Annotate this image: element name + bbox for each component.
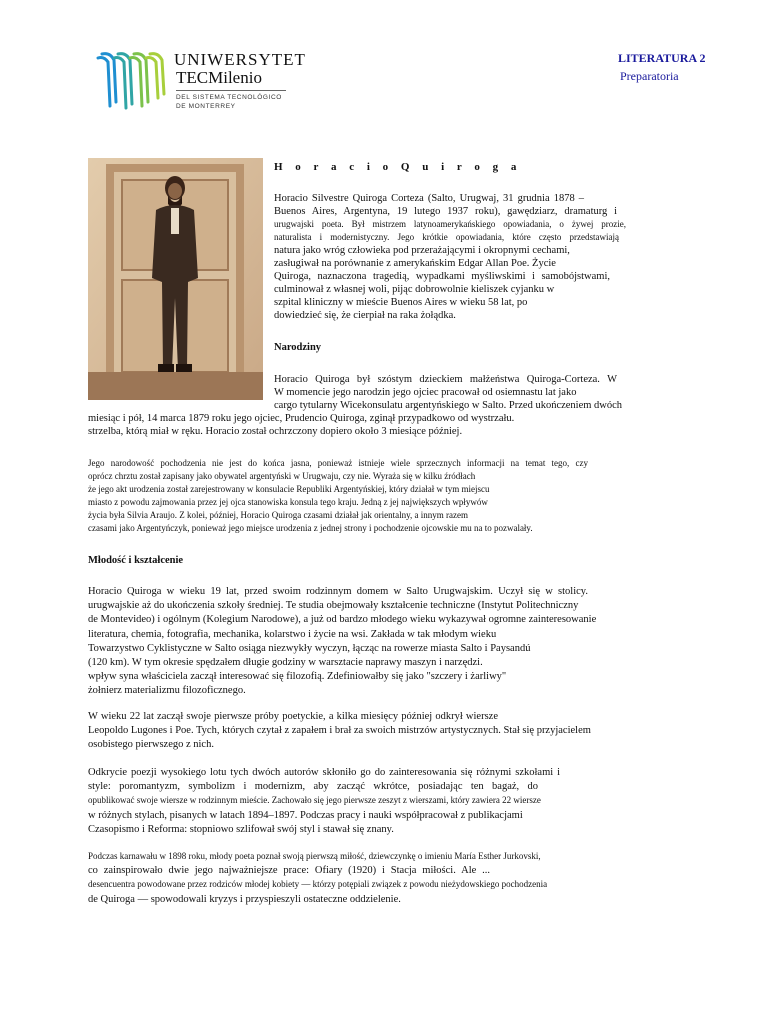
paragraph-line: miasto z powodu zajmowania przez jej ojca stanowiska konsula tego kraju. Jedną z jej największych wpływów [88, 497, 488, 507]
course-title: LITERATURA 2 [618, 51, 706, 65]
paragraph-line: oprócz chrztu został zapisany jako obywatel argentyński w Urugwaju, czy nie. Wyraża się w kilku źródłach [88, 471, 476, 481]
tecmilenio-logo-icon [92, 48, 170, 112]
paragraph-line: Czasopismo i Reforma: stopniowo szlifował swój styl i stawał się znany. [88, 824, 394, 835]
portrait-photo [88, 158, 263, 400]
paragraph-line: Horacio Quiroga w wieku 19 lat, przed swoim rodzinnym domem w Salto Urugwajskim. Uczył się w stolicy. [88, 586, 588, 597]
paragraph-line: Quiroga, naznaczona tragedią, wypadkami myśliwskimi i samobójstwami, [274, 271, 610, 282]
youth-heading: Młodość i kształcenie [88, 555, 184, 566]
paragraph-line: (120 km). W tym okresie spędzałem długie godziny w warsztacie naprawy maszyn i narzędzi. [88, 657, 483, 668]
paragraph-line: Leopoldo Lugones i Poe. Tych, których czytał z zapałem i brał za swoich mistrzów artystycznych. Stał się przyjacielem [88, 725, 591, 736]
paragraph-line: de Quiroga — spowodowali kryzys i przyspieszyli ostateczne oddzielenie. [88, 894, 401, 905]
logo-text-line2: TECMilenio [176, 68, 262, 87]
paragraph-line: dowiedzieć się, że cierpiał na raka żołądka. [274, 310, 456, 321]
paragraph-line: Odkrycie poezji wysokiego lotu tych dwóch autorów skłoniło go do zainteresowania się różnymi szkołami i [88, 767, 560, 778]
paragraph-line: strzelba, którą miał w ręku. Horacio został ochrzczony dopiero około 3 miesiące później. [88, 426, 463, 437]
logo-text-line1: UNIWERSYTET [174, 50, 306, 69]
paragraph-line: szpital kliniczny w mieście Buenos Aires w wieku 58 lat, po [274, 297, 528, 308]
paragraph-line: że jego akt urodzenia został zarejestrowany w konsulacie Republiki Argentyńskiej, który działał w tym miejscu [88, 484, 490, 494]
paragraph-line: culminował z własnej woli, pijąc dobrowolnie kieliszek cyjanku w [274, 284, 555, 295]
paragraph-line: cargo tytularny Wicekonsulatu argentyńskiego w Salto. Przed ukończeniem dwóch [274, 400, 623, 411]
paragraph-line: literatura, chemia, fotografia, mechanika, kolarstwo i życie na wsi. Zakłada w tak młodym wieku [88, 629, 497, 640]
paragraph-line: czasami jako Argentyńczyk, ponieważ jego miejsce urodzenia z jednej strony i pochodzenie ojcowskie mu na to pozwalały. [88, 523, 533, 533]
paragraph-line: desencuentra powodowane przez rodziców młodej kobiety — którzy potępiali związek z powodu nieżydowskiego pochodzenia [88, 879, 548, 889]
paragraph-line: urugwajski poeta. Był mistrzem latynoamerykańskiego opowiadania, o żywej prozie, [274, 219, 626, 229]
paragraph-line: W momencie jego narodzin jego ojciec pracował od osiemnastu lat jako [274, 387, 577, 398]
paragraph-line: naturalista i modernistyczny. Jego krótkie opowiadania, które często przedstawiają [274, 232, 619, 242]
paragraph-line: W wieku 22 lat zaczął swoje pierwsze próby poetyckie, a kilka miesięcy później odkrył wiersze [88, 711, 498, 722]
paragraph-line: miesiąc i pół, 14 marca 1879 roku jego ojciec, Prudencio Quiroga, zginął przypadkowo od wystrzału. [88, 413, 515, 424]
paragraph-line: zasługiwał na porównanie z amerykańskim Edgar Allan Poe. Życie [274, 258, 556, 269]
paragraph-line: w różnych stylach, pisanych w latach 1894–1897. Podczas pracy i nauki współpracował z publikacjami [88, 810, 523, 821]
paragraph-line: natura jako wróg człowieka pod przerażającymi i okropnymi cechami, [274, 245, 570, 256]
logo-text-line4: DE MONTERREY [176, 103, 236, 110]
paragraph-line: de Montevideo) i ogólnym (Kolegium Narodowe), a już od bardzo młodego wieku wykazywał ogromne zainteresowanie [88, 614, 597, 625]
paragraph-line: Buenos Aires, Argentyna, 19 lutego 1937 roku), gawędziarz, dramaturg i [274, 206, 617, 217]
paragraph-line: Podczas karnawału w 1898 roku, młody poeta poznał swoją pierwszą miłość, dziewczynkę o imieniu María Esther Jurkovski, [88, 851, 541, 861]
article-title: H o r a c i o Q u i r o g a [274, 161, 522, 173]
paragraph-line: Towarzystwo Cyklistyczne w Salto osiąga niezwykły wyczyn, łącząc na rowerze miasta Salto i Paysandú [88, 643, 531, 654]
paragraph-line: osobistego pierwszego z nich. [88, 739, 214, 750]
paragraph-line: co zainspirowało dwie jego najważniejsze prace: Ofiary (1920) i Stacja miłości. Ale ... [88, 865, 490, 876]
paragraph-line: Jego narodowość pochodzenia nie jest do końca jasna, ponieważ istnieje wiele sprzecznych informacji na temat tego, czy [88, 458, 588, 468]
paragraph-line: życia była Silvia Araujo. Z kolei, później, Horacio Quiroga czasami działał jak orientalny, a innym razem [88, 510, 469, 520]
university-logo [92, 44, 306, 120]
paragraph-line: żołnierz materializmu filozoficznego. [88, 685, 246, 696]
paragraph-line: urugwajskie aż do ukończenia szkoły średniej. Te studia obejmowały kształcenie techniczne (Instytut Politechniczny [88, 600, 579, 611]
logo-divider [176, 90, 286, 91]
paragraph-line: opublikować swoje wiersze w rodzinnym mieście. Zachowało się jego pierwsze zeszyt z wierszami, który zawiera 22 wiersze [88, 795, 541, 805]
paragraph-line: Horacio Silvestre Quiroga Corteza (Salto, Urugwaj, 31 grudnia 1878 – [274, 193, 584, 204]
paragraph-line: Horacio Quiroga był szóstym dzieckiem małżeństwa Quiroga-Corteza. W [274, 374, 617, 385]
logo-text-line3: DEL SISTEMA TECNOLÓGICO [176, 94, 282, 101]
paragraph-line: style: poromantyzm, symbolizm i modernizm, aby zacząć wkrótce, posiadając ten bagaż, do [88, 781, 538, 792]
paragraph-line: wpływ syna właściciela zaczął interesować się filozofią. Zdefiniowałby się jako "szczery i żarliwy" [88, 671, 507, 682]
birth-heading: Narodziny [274, 342, 322, 353]
course-level: Preparatoria [620, 69, 679, 83]
